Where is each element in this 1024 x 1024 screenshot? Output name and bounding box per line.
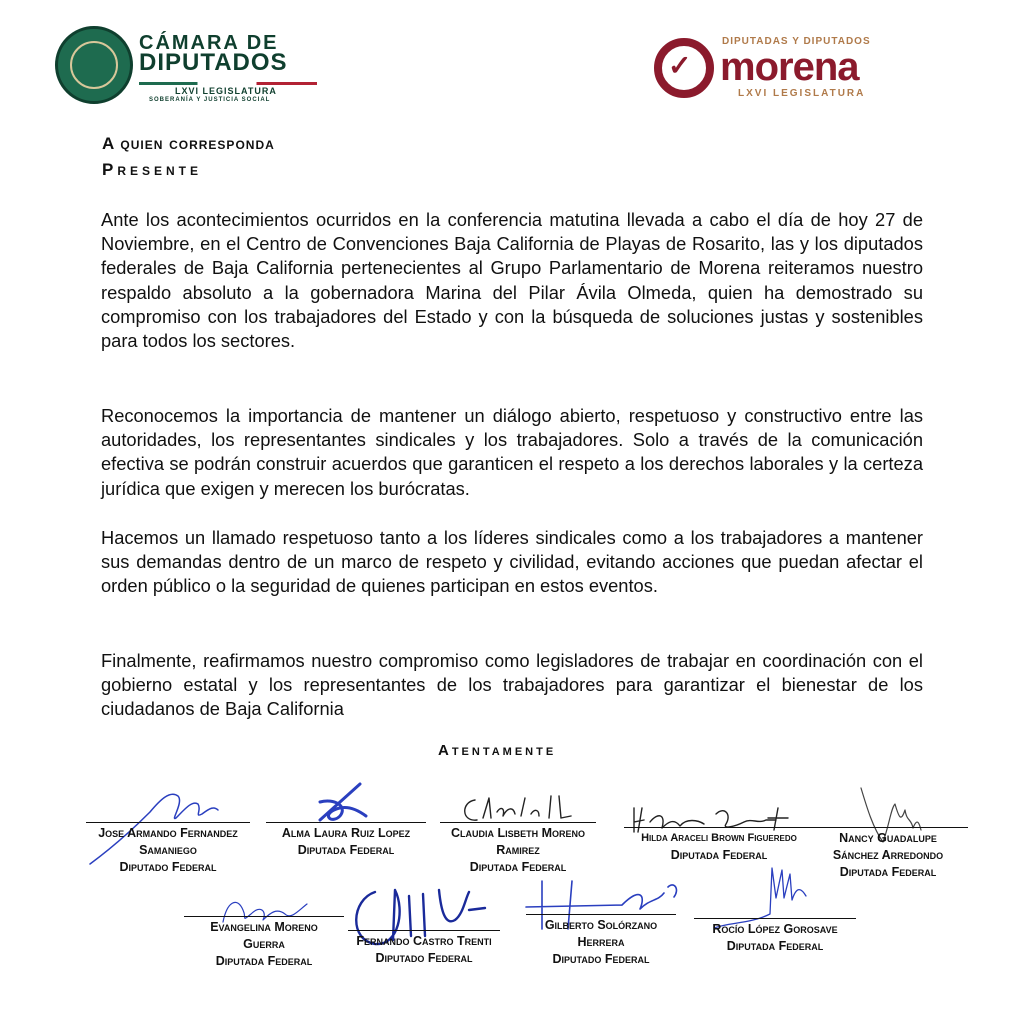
morena-logo [654,36,884,102]
signatory-8-name-l1: Gilberto Solórzano [544,918,658,932]
signatory-2-name-l1: Alma Laura Ruiz Lopez [281,826,411,840]
signatory-3-name-l2: Ramirez [496,843,540,857]
signatory-3-name-l1: Claudia Lisbeth Moreno [450,826,586,840]
camara-motto: SOBERANÍA Y JUSTICIA SOCIAL [149,97,271,103]
signatory-5-name-l1: Nancy Guadalupe [839,831,937,845]
paragraph-2: Reconocemos la importancia de mantener un diálogo abierto, respetuoso y constructivo entre las autoridades, los representantes sindicales y los trabajadores. Solo a través de la comunicación efectiva se podrán construir acuerdos que garanticen el respeto a los derechos laborales y la certeza jurídica que exigen y merecen los burócratas. [101,405,923,499]
addressee: A quien corresponda [102,134,275,153]
signatory-block-1 [86,822,250,876]
signatory-7-title: Diputado Federal [375,951,473,965]
signatory-1-title: Diputado Federal [119,860,217,874]
signatory-block-4 [624,827,814,864]
signatory-block-2 [266,822,426,859]
signatory-4-title: Diputada Federal [670,848,768,862]
signatory-5-name-l2: Sánchez Arredondo [832,848,944,862]
signatory-5-title: Diputada Federal [839,865,937,879]
signatory-block-8 [526,914,676,968]
signatory-6-title: Diputada Federal [215,954,313,968]
signatory-9-title: Diputada Federal [726,939,824,953]
camara-de-diputados-logo [55,26,320,108]
signatory-6-name-l1: Evangelina Moreno [210,920,318,934]
paragraph-3: Hacemos un llamado respetuoso tanto a los líderes sindicales como a los trabajadores a mantener sus demandas dentro de un marco de respeto y civilidad, evitando acciones que puedan afectar el orden público o la seguridad de quienes participan en estos eventos. [101,527,923,597]
paragraph-1: Ante los acontecimientos ocurridos en la conferencia matutina llevada a cabo el día de hoy 27 de Noviembre, en el Centro de Convenciones Baja California de Playas de Rosarito, las y los diputados federales de Baja California pertenecientes al Grupo Parlamentario de Morena reiteramos nuestro respaldo absoluto a la gobernadora Marina del Pilar Ávila Olmeda, quien ha demostrado su compromiso con los trabajadores del Estado y con la búsqueda de soluciones justas y sostenibles para todos los sectores. [101,209,923,352]
morena-top-text: DIPUTADAS Y DIPUTADOS [722,36,871,47]
paragraph-4: Finalmente, reafirmamos nuestro compromiso como legisladores de trabajar en coordinación con el gobierno estatal y los representantes de los trabajadores para garantizar el bienestar de los ciudadanos de Baja California [101,650,923,720]
flag-stripe [139,82,317,85]
camara-title-line2: DIPUTADOS [139,49,288,76]
signatory-block-3 [440,822,596,876]
closing-atentamente: Atentamente [438,742,557,759]
signatory-1-name-l2: Samaniego [139,843,197,857]
signatory-3-title: Diputada Federal [469,860,567,874]
morena-legislatura: LXVI LEGISLATURA [738,88,866,99]
signatory-9-name-l1: Rocío López Gorosave [712,922,838,936]
camara-legislatura: LXVI LEGISLATURA [175,86,277,96]
signatory-2-title: Diputada Federal [297,843,395,857]
checkmark-icon: ✓ [668,50,692,81]
signatory-6-name-l2: Guerra [243,937,285,951]
signatory-block-7 [348,930,500,967]
signatory-8-name-l2: Herrera [577,935,625,949]
signatory-8-title: Diputado Federal [552,952,650,966]
signatory-block-5 [808,827,968,881]
signatory-block-6 [184,916,344,970]
presente-heading: Presente [102,160,203,179]
signatory-7-name-l1: Fernando Castro Trenti [356,934,492,948]
signatory-block-9 [694,918,856,955]
camara-title-line1: CÁMARA DE [139,32,279,54]
morena-wordmark: morena [720,45,859,89]
signatory-1-name-l1: Jose Armando Fernandez [98,826,238,840]
national-seal-icon [55,26,133,104]
signatory-4-name-l1: Hilda Araceli Brown Figueredo [641,832,797,844]
